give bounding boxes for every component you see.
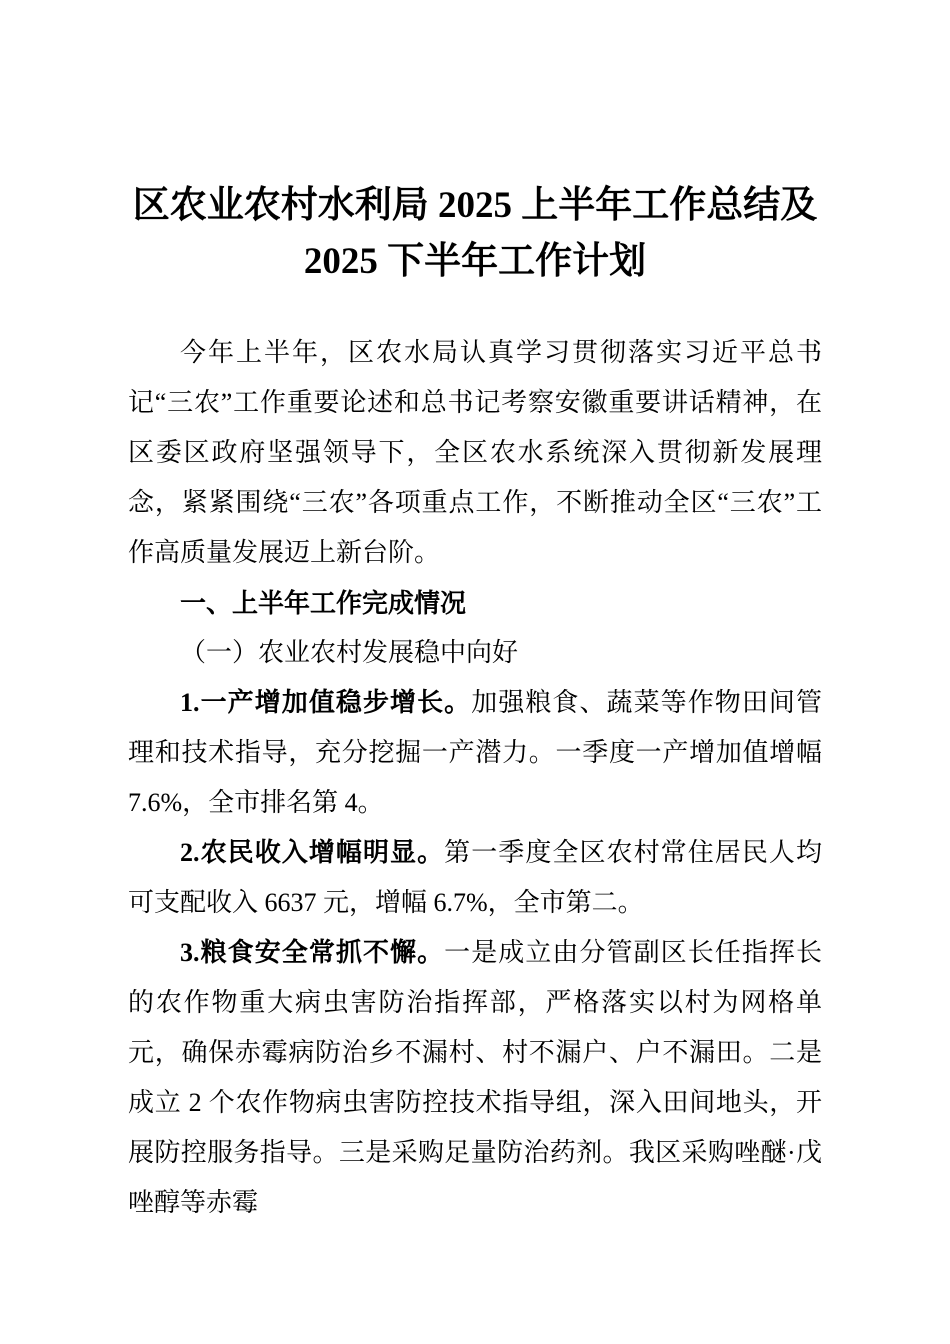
numbered-item-2 <box>128 828 822 928</box>
numbered-item-1-text: 加强粮食、蔬菜等作物田间管理和技术指导，充分挖掘一产潜力。一季度一产增加值增幅 7.6%，全市排名第 4。 <box>128 688 822 817</box>
numbered-item-3 <box>128 928 822 1228</box>
numbered-item-1 <box>128 678 822 828</box>
numbered-item-1-lead: 1.一产增加值稳步增长。 <box>180 688 472 717</box>
document-title-line-1: 区农业农村水利局 2025 上半年工作总结及 <box>132 185 818 226</box>
numbered-item-2-lead: 2.农民收入增幅明显。 <box>180 838 445 867</box>
document-title <box>114 178 836 290</box>
section-1-heading: 一、上半年工作完成情况 <box>180 588 467 618</box>
numbered-item-3-text: 一是成立由分管副区长任指挥长的农作物重大病虫害防治指挥部，严格落实以村为网格单元，确保赤霉病防治乡不漏村、村不漏户、户不漏田。二是成立 2 个农作物病虫害防控技术指导组，深入田间地头，开展防控服务指导。三是采购足量防治药剂。我区采购唑醚·戊唑醇等赤霉 <box>128 938 822 1217</box>
numbered-item-3-lead: 3.粮食安全常抓不懈。 <box>180 938 445 967</box>
document-title-line-2: 2025 下半年工作计划 <box>303 241 647 282</box>
intro-paragraph: 今年上半年，区农水局认真学习贯彻落实习近平总书记“三农”工作重要论述和总书记考察安徽重要讲话精神，在区委区政府坚强领导下，全区农水系统深入贯彻新发展理念，紧紧围绕“三农”各项重点工作，不断推动全区“三农”工作高质量发展迈上新台阶。 <box>128 338 822 567</box>
section-1-subheading-1: （一）农业农村发展稳中向好 <box>180 638 519 667</box>
numbered-item-2-text: 第一季度全区农村常住居民人均可支配收入 6637 元，增幅 6.7%，全市第二。 <box>128 838 822 917</box>
